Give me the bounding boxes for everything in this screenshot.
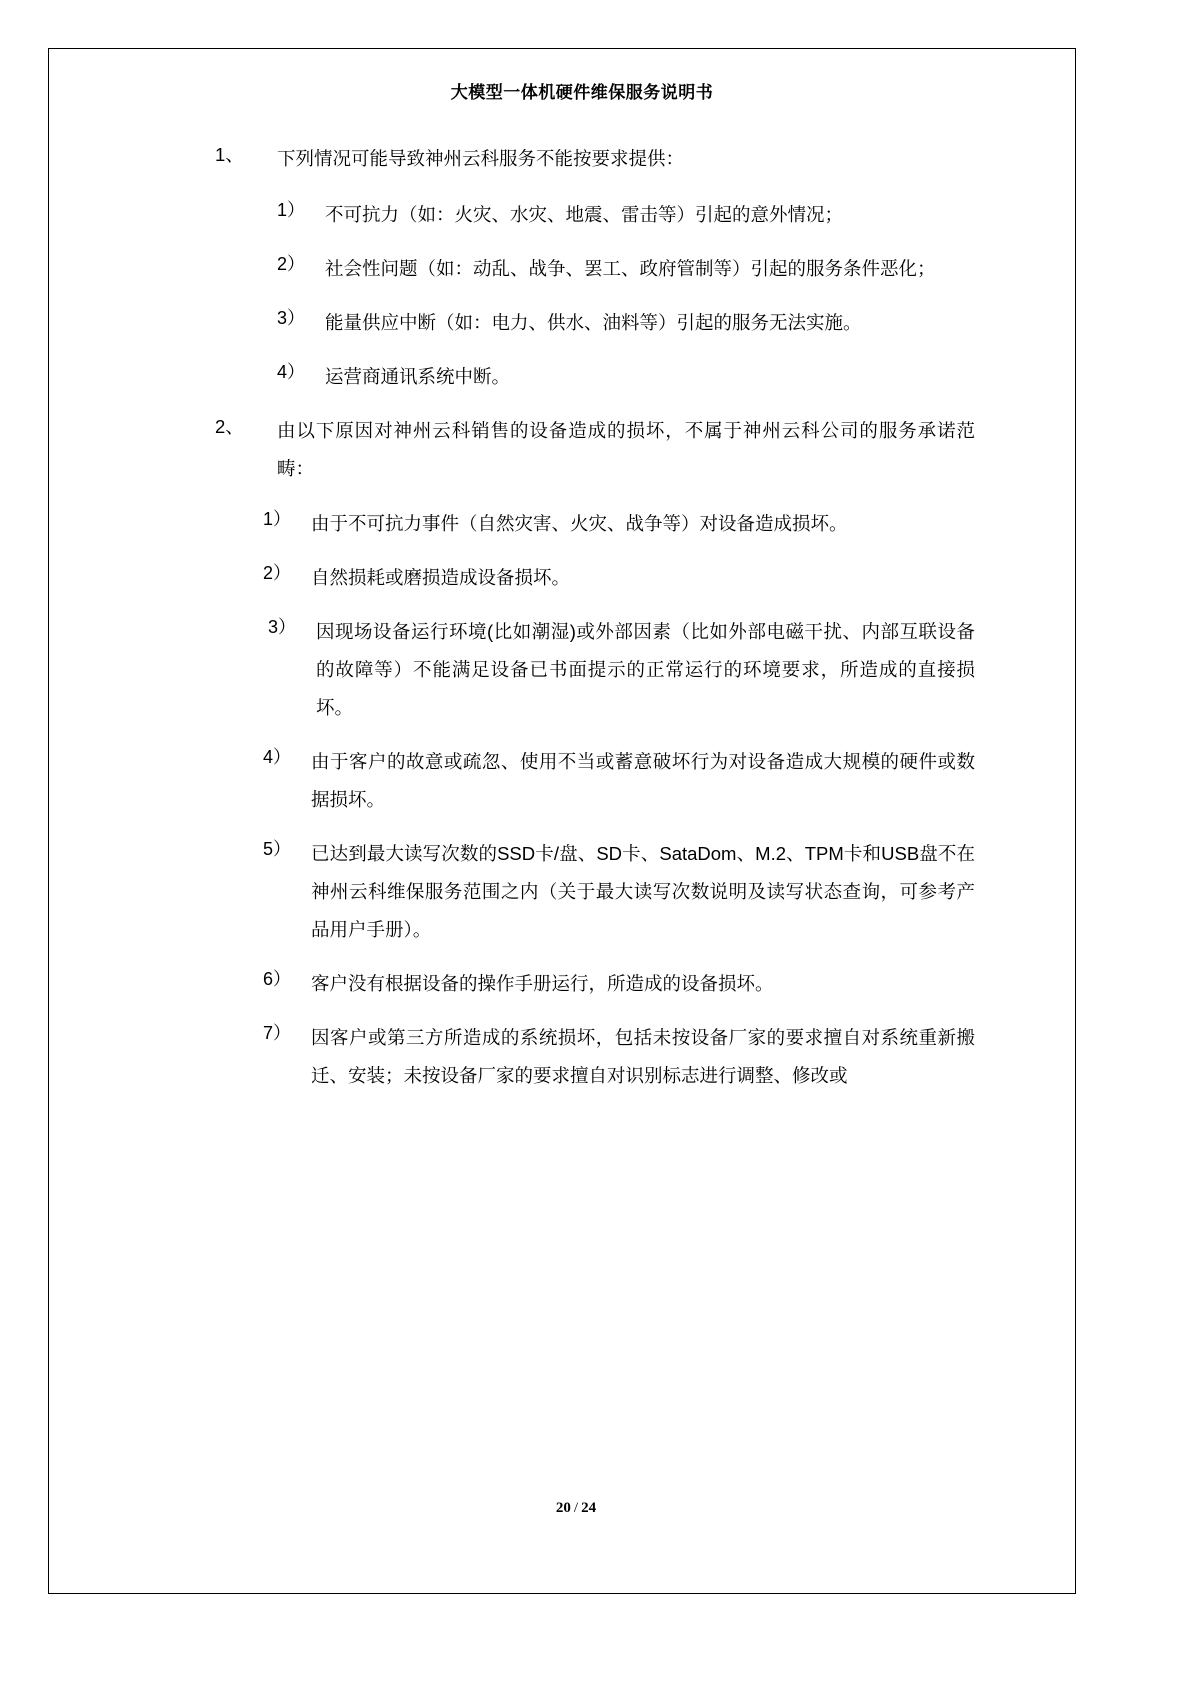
list-item xyxy=(215,559,975,597)
section-number: 1、 xyxy=(215,144,244,165)
list-item-text: 自然损耗或磨损造成设备损坏。 xyxy=(311,567,571,589)
section-heading xyxy=(215,140,975,178)
list-item xyxy=(215,835,975,949)
list-item-text: 由于客户的故意或疏忽、使用不当或蓄意破坏行为对设备造成大规模的硬件或数据损坏。 xyxy=(311,751,975,810)
list-item-marker: 1） xyxy=(277,199,306,220)
list-item-marker: 4） xyxy=(263,747,292,768)
list-item-marker: 3） xyxy=(268,617,297,638)
page-header-title: 大模型一体机硬件维保服务说明书 xyxy=(450,83,714,102)
list-item-text: 因客户或第三方所造成的系统损坏，包括未按设备厂家的要求擅自对系统重新搬迁、安装；未按设备厂家的要求擅自对识别标志进行调整、修改或 xyxy=(311,1026,975,1086)
footer-total-pages: 24 xyxy=(581,1500,597,1516)
list-item-marker: 6） xyxy=(263,968,292,989)
section-number: 2、 xyxy=(215,415,244,437)
list-item xyxy=(215,505,975,543)
list-item xyxy=(215,358,975,396)
list-item xyxy=(215,613,975,727)
section-text: 由以下原因对神州云科销售的设备造成的损坏，不属于神州云科公司的服务承诺范畴： xyxy=(277,419,975,479)
list-item xyxy=(215,743,975,819)
list-item-marker: 4） xyxy=(277,361,306,382)
footer-separator: / xyxy=(573,1500,579,1516)
list-item-text: 客户没有根据设备的操作手册运行，所造成的设备损坏。 xyxy=(311,972,774,994)
list-item-text: 能量供应中断（如：电力、供水、油料等）引起的服务无法实施。 xyxy=(325,311,862,333)
list-item xyxy=(215,196,975,234)
page-footer xyxy=(48,1500,1076,1517)
list-item-text: 运营商通讯系统中断。 xyxy=(325,365,511,387)
list-item-text: 不可抗力（如：火灾、水灾、地震、雷击等）引起的意外情况； xyxy=(325,203,844,225)
list-item-marker: 2） xyxy=(263,563,292,584)
list-item-text: 已达到最大读写次数的SSD卡/盘、SD卡、SataDom、M.2、TPM卡和USB盘不在神州云科维保服务范围之内（关于最大读写次数说明及读写状态查询，可参考产品用户手册）。 xyxy=(311,842,975,940)
list-item-marker: 5） xyxy=(263,838,292,859)
list-item-marker: 1） xyxy=(263,509,292,530)
list-item-text: 因现场设备运行环境(比如潮湿)或外部因素（比如外部电磁干扰、内部互联设备的故障等）不能满足设备已书面提示的正常运行的环境要求，所造成的直接损坏。 xyxy=(316,621,975,719)
list-item-text: 社会性问题（如：动乱、战争、罢工、政府管制等）引起的服务条件恶化； xyxy=(325,257,936,279)
list-item-marker: 7） xyxy=(263,1022,292,1043)
list-item-marker: 3） xyxy=(277,307,306,328)
document-body xyxy=(215,140,975,1110)
list-item xyxy=(215,304,975,342)
list-item xyxy=(215,250,975,288)
section-heading xyxy=(215,412,975,488)
list-item-marker: 2） xyxy=(277,253,306,274)
footer-current-page: 20 xyxy=(555,1500,571,1516)
list-item xyxy=(215,1019,975,1095)
section-text: 下列情况可能导致神州云科服务不能按要求提供： xyxy=(277,148,685,169)
list-item xyxy=(215,965,975,1003)
list-item-text: 由于不可抗力事件（自然灾害、火灾、战争等）对设备造成损坏。 xyxy=(311,513,848,535)
